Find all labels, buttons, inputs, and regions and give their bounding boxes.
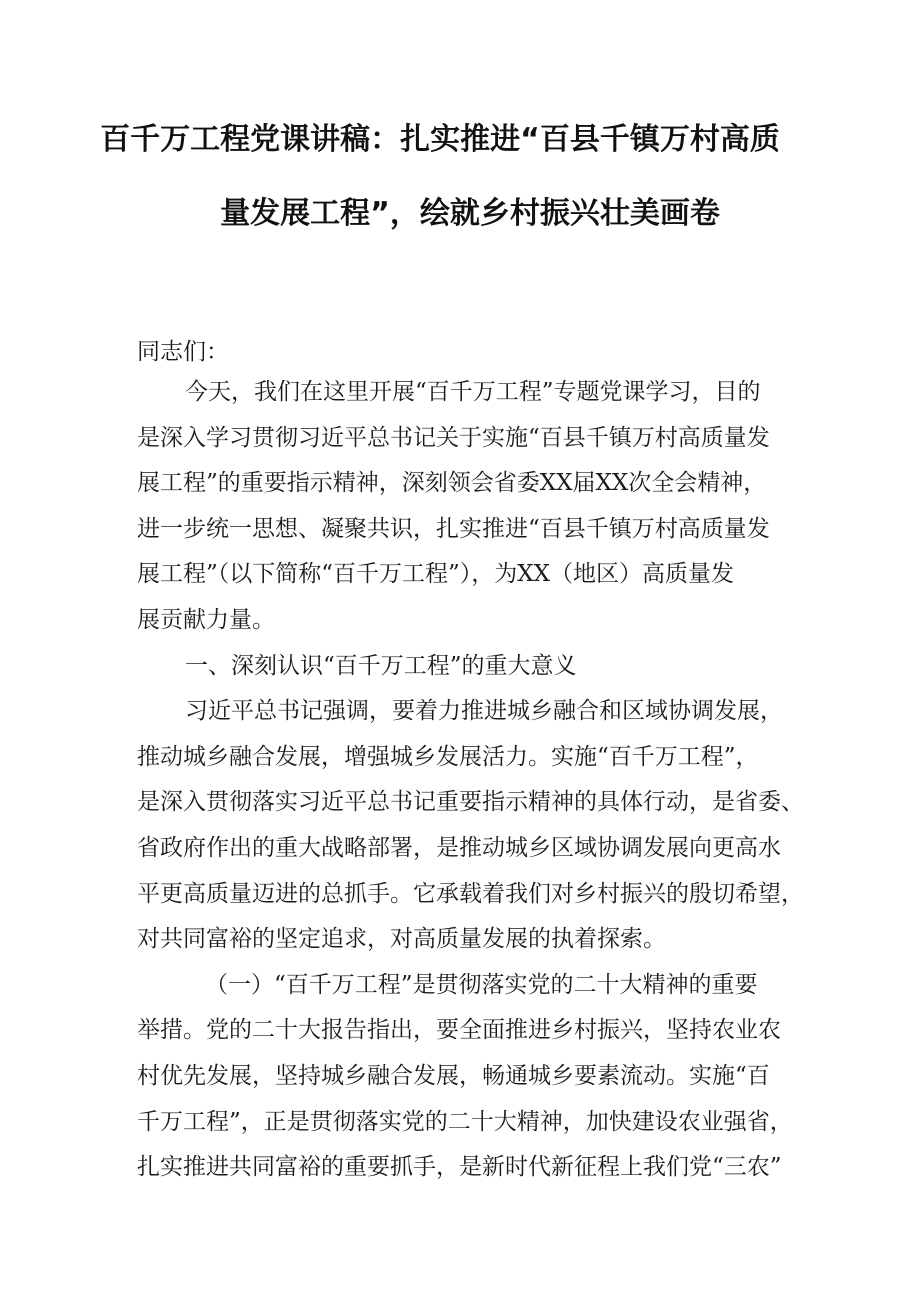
paragraph-line: 展工程”（以下简称“百千万工程”），为XX（地区）高质量发 bbox=[137, 561, 735, 588]
paragraph-line: 推动城乡融合发展，增强城乡发展活力。实施“百千万工程”， bbox=[137, 743, 759, 770]
subsection-heading-line: （一）“百千万工程”是贯彻落实党的二十大精神的重要 bbox=[205, 971, 758, 998]
paragraph-line: 进一步统一思想、凝聚共识，扎实推进“百县千镇万村高质量发 bbox=[137, 515, 770, 542]
paragraph-line: 对共同富裕的坚定追求，对高质量发展的执着探索。 bbox=[137, 926, 666, 953]
paragraph-line: 是深入学习贯彻习近平总书记关于实施“百县千镇万村高质量发 bbox=[137, 424, 770, 451]
body-text bbox=[137, 370, 804, 1191]
document-title-line-2: 量发展工程”，绘就乡村振兴壮美画卷 bbox=[220, 196, 720, 231]
paragraph-line: 习近平总书记强调，要着力推进城乡融合和区域协调发展， bbox=[185, 698, 783, 725]
paragraph-line: 今天，我们在这里开展“百千万工程”专题党课学习，目的 bbox=[185, 379, 761, 405]
paragraph-line: 省政府作出的重大战略部署，是推动城乡区域协调发展向更高水 bbox=[137, 834, 781, 861]
paragraph-line: 举措。党的二十大报告指出，要全面推进乡村振兴，坚持农业农 bbox=[137, 1017, 781, 1044]
paragraph-line: 村优先发展，坚持城乡融合发展，畅通城乡要素流动。实施“百 bbox=[137, 1062, 770, 1089]
paragraph-line: 展工程”的重要指示精神，深刻领会省委XX届XX次全会精神， bbox=[137, 470, 767, 497]
paragraph-line: 千万工程”，正是贯彻落实党的二十大精神，加快建设农业强省， bbox=[137, 1108, 793, 1135]
paragraph-line: 平更高质量迈进的总抓手。它承载着我们对乡村振兴的殷切希望， bbox=[137, 880, 804, 907]
section-heading: 一、深刻认识“百千万工程”的重大意义 bbox=[185, 652, 577, 679]
paragraph-line: 扎实推进共同富裕的重要抓手，是新时代新征程上我们党“三农” bbox=[137, 1154, 782, 1181]
paragraph-line: 展贡献力量。 bbox=[137, 606, 275, 633]
greeting: 同志们： bbox=[137, 339, 229, 365]
paragraph-line: 是深入贯彻落实习近平总书记重要指示精神的具体行动，是省委、 bbox=[137, 789, 804, 816]
document-title-line-1: 百千万工程党课讲稿：扎实推进“百县千镇万村高质 bbox=[100, 122, 780, 157]
